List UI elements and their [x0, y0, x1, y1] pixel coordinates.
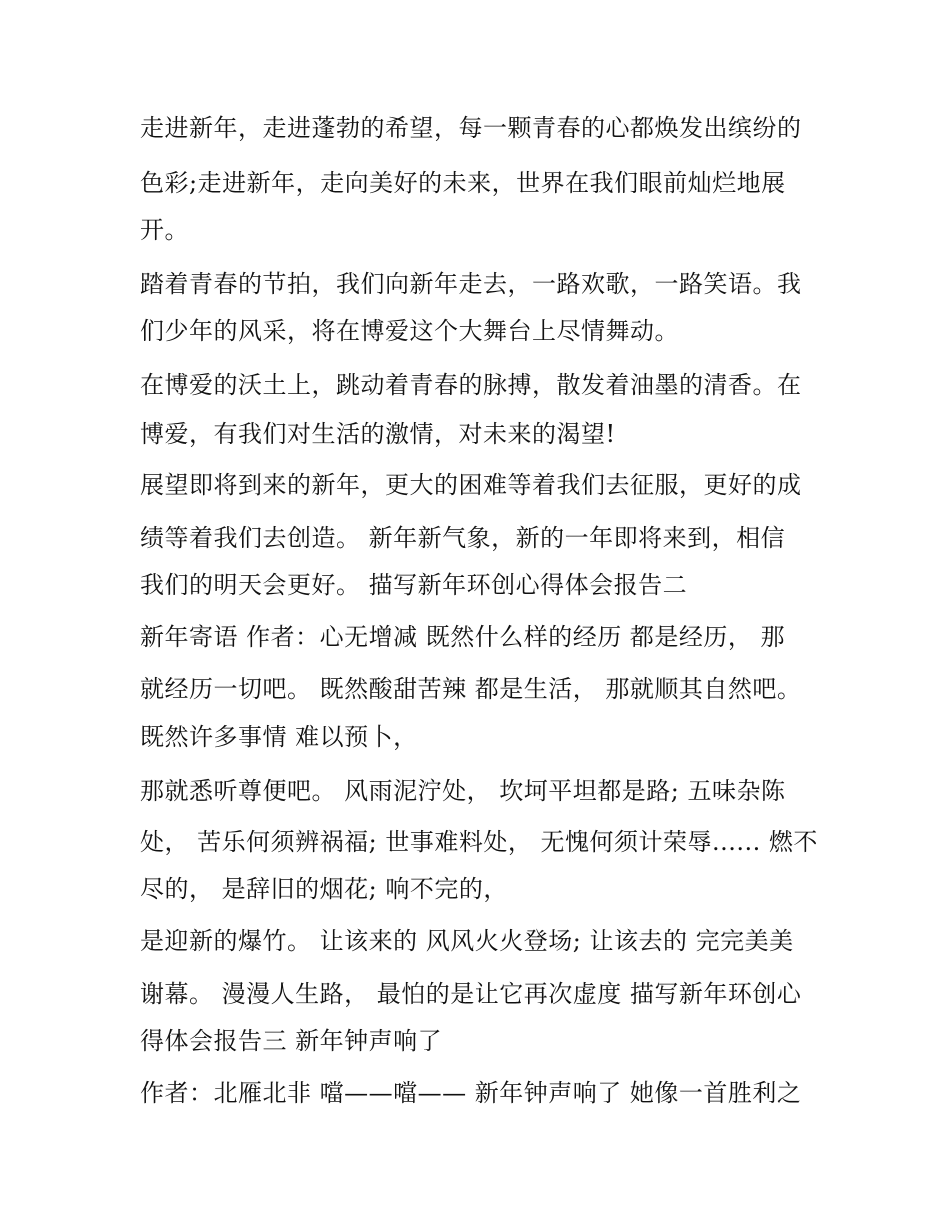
text-line: 得体会报告三 新年钟声响了 — [140, 1027, 443, 1055]
text-line: 我们的明天会更好。 描写新年环创心得体会报告二 — [140, 571, 688, 599]
text-line: 在博爱的沃土上，跳动着青春的脉搏，散发着油墨的清香。在 — [140, 371, 802, 399]
text-line: 展望即将到来的新年，更大的困难等着我们去征服，更好的成 — [140, 471, 802, 499]
text-line: 作者：北雁北非 噹——噹—— 新年钟声响了 她像一首胜利之 — [140, 1079, 802, 1107]
text-line: 就经历一切吧。 既然酸甜苦辣 都是生活， 那就顺其自然吧。 — [140, 675, 802, 703]
text-line: 那就悉听尊便吧。 风雨泥泞处， 坎坷平坦都是路; 五味杂陈 — [140, 777, 786, 805]
text-line: 是迎新的爆竹。 让该来的 风风火火登场; 让该去的 完完美美 — [140, 927, 794, 955]
text-line: 既然许多事情 难以预卜， — [140, 723, 418, 751]
text-line: 走进新年，走进蓬勃的希望，每一颗青春的心都焕发出缤纷的 — [140, 114, 802, 142]
text-line: 谢幕。 漫漫人生路， 最怕的是让它再次虚度 描写新年环创心 — [140, 980, 802, 1008]
text-line: 尽的， 是辞旧的烟花; 响不完的， — [140, 875, 508, 903]
text-line: 踏着青春的节拍，我们向新年走去，一路欢歌，一路笑语。我 — [140, 270, 802, 298]
text-line: 们少年的风采，将在博爱这个大舞台上尽情舞动。 — [140, 317, 679, 345]
text-line: 博爱，有我们对生活的激情，对未来的渴望! — [140, 420, 616, 448]
text-line: 绩等着我们去创造。 新年新气象，新的一年即将来到，相信 — [140, 524, 786, 552]
text-line: 新年寄语 作者：心无增减 既然什么样的经历 都是经历， 那 — [140, 623, 786, 651]
text-line: 处， 苦乐何须辨祸福; 世事难料处， 无愧何须计荣辱...... 燃不 — [140, 828, 818, 856]
text-line: 色彩;走进新年，走向美好的未来，世界在我们眼前灿烂地展 — [140, 169, 786, 197]
text-line: 开。 — [140, 216, 189, 244]
